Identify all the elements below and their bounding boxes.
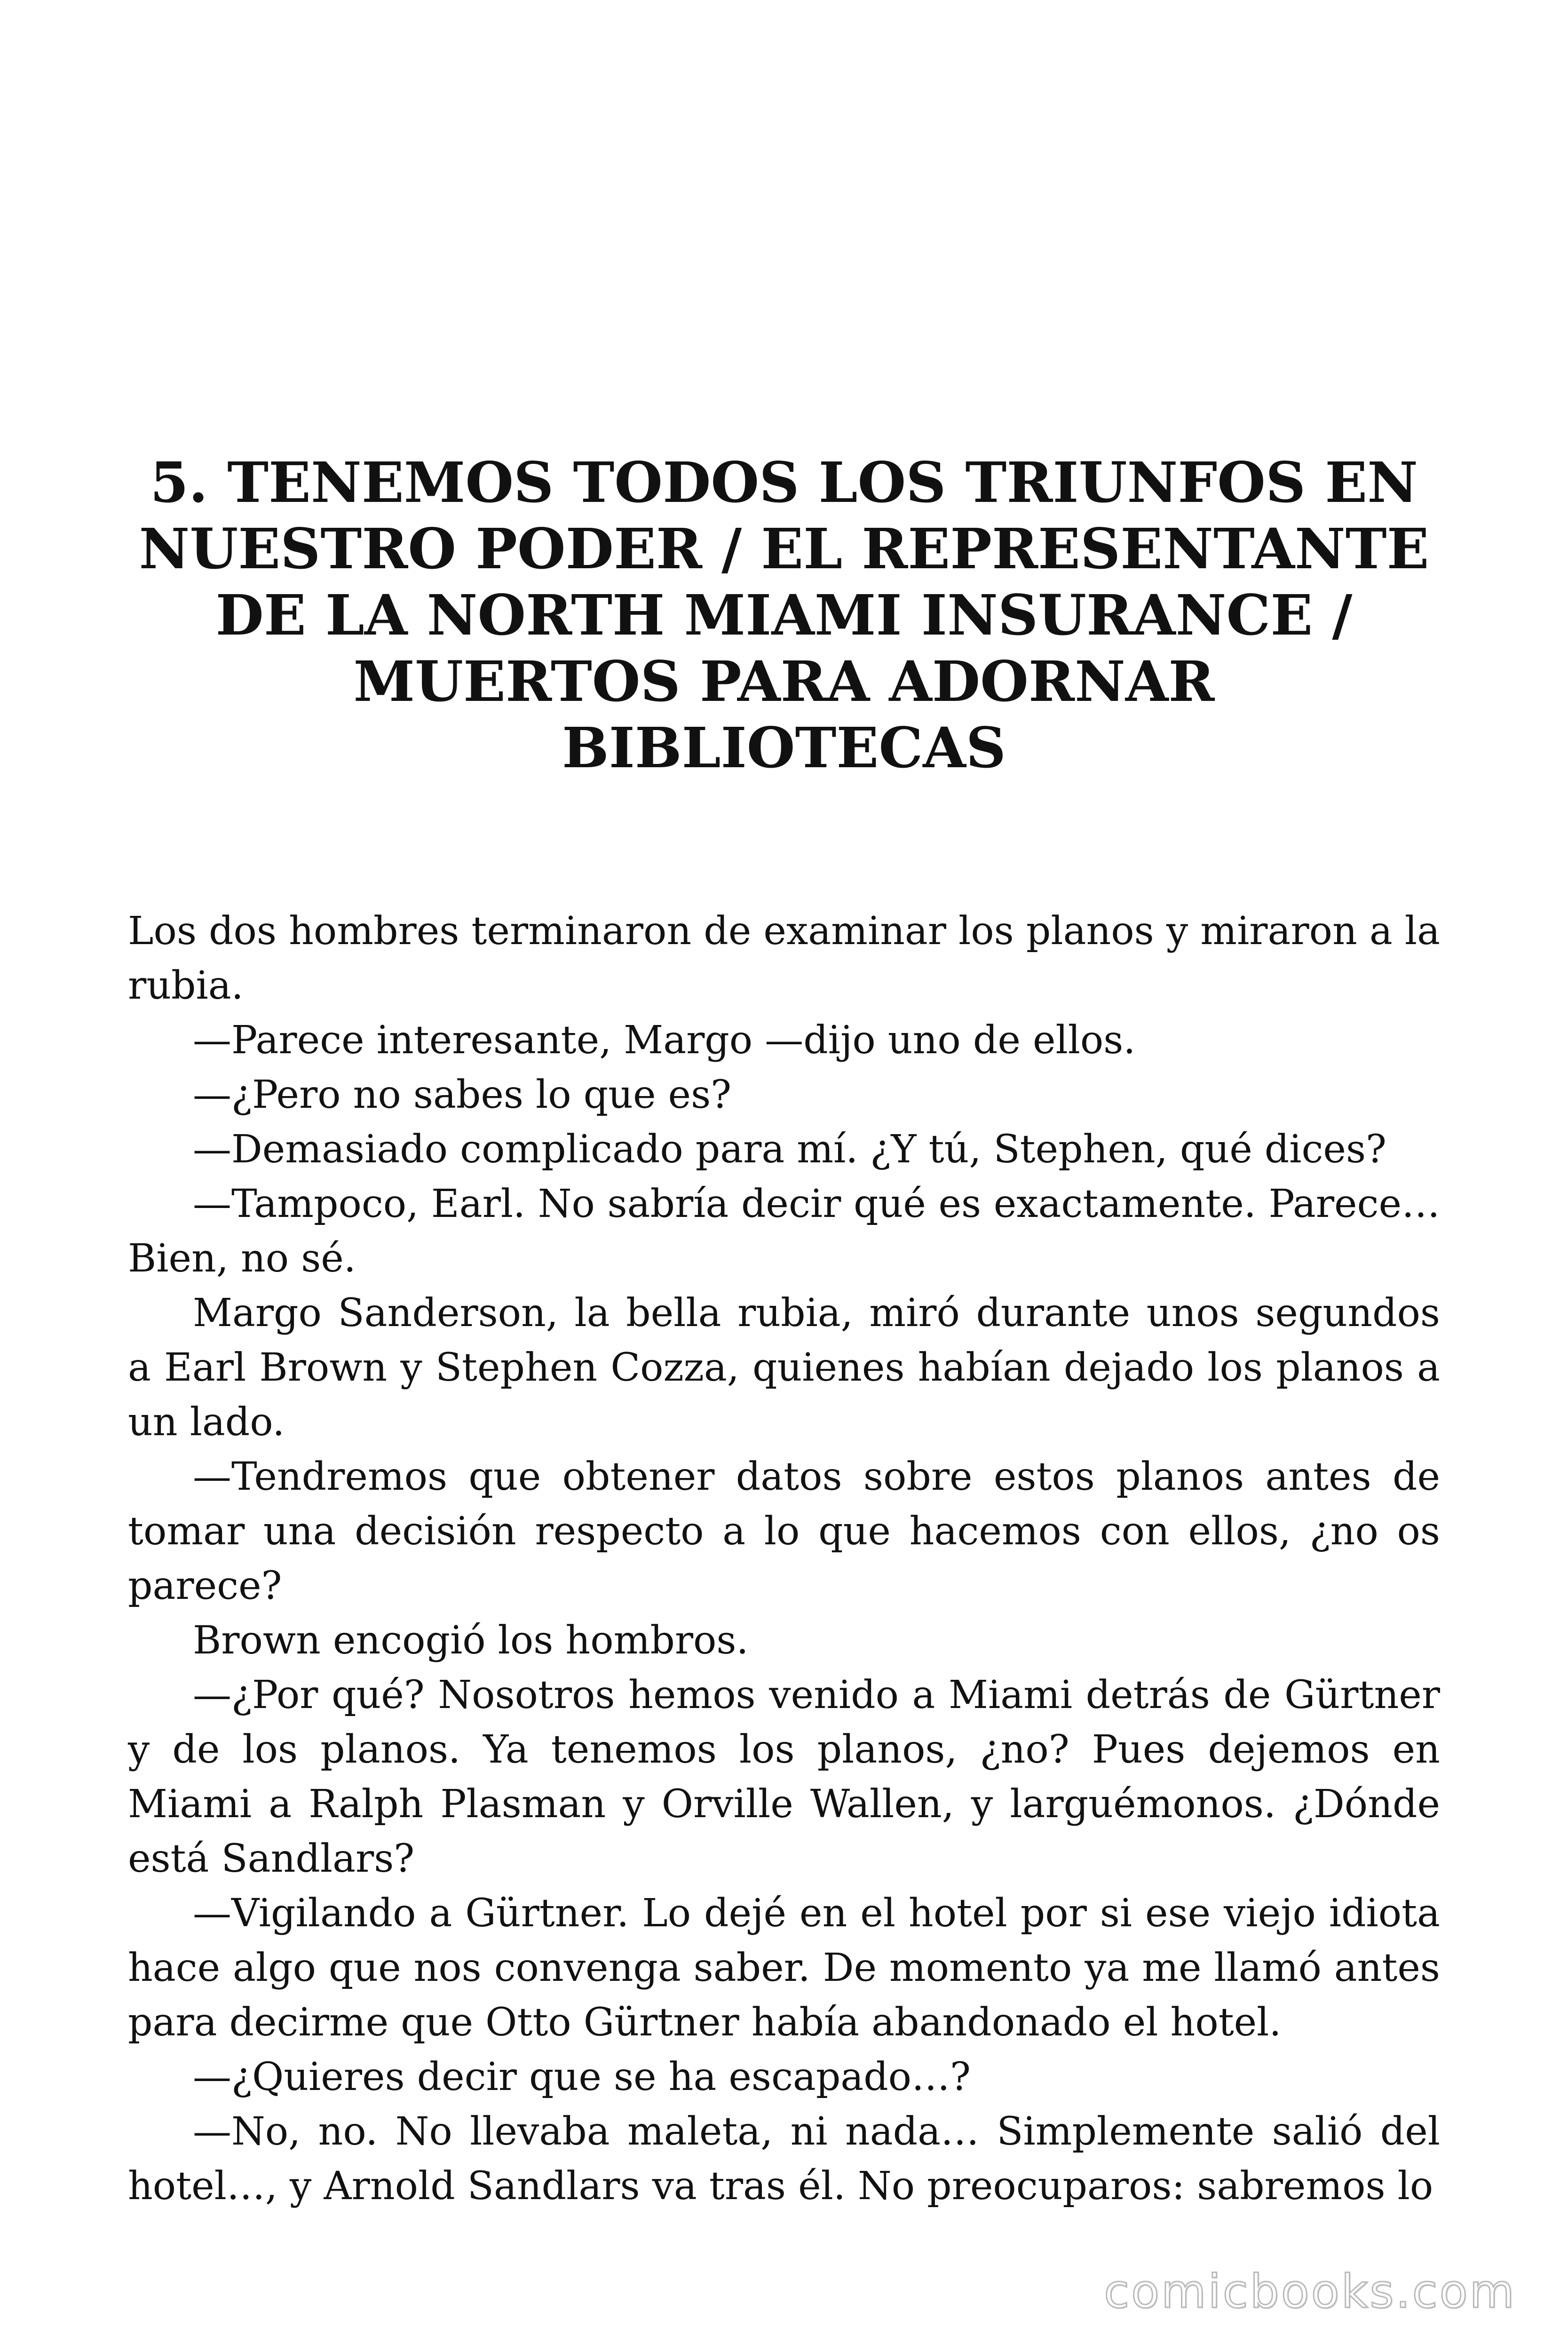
paragraph: —Demasiado complicado para mí. ¿Y tú, Stephen, qué dices? bbox=[193, 1127, 1386, 1172]
paragraph: —Vigilando a Gürtner. Lo dejé en el hotel por si ese viejo idiota hace algo que nos convenga saber. De momento ya me llamó antes para decirme que Otto Gürtner había abandonado el hotel. bbox=[128, 1891, 1440, 2045]
body-text bbox=[128, 904, 1440, 2214]
paragraph: Brown encogió los hombros. bbox=[193, 1618, 749, 1663]
chapter-title-line: 5. TENEMOS TODOS LOS TRIUNFOS EN bbox=[150, 450, 1418, 515]
paragraph: —Tampoco, Earl. No sabría decir qué es exactamente. Parece… Bien, no sé. bbox=[128, 1182, 1440, 1281]
paragraph: —¿Pero no sabes lo que es? bbox=[193, 1073, 732, 1117]
paragraph: —No, no. No llevaba maleta, ni nada… Simplemente salió del hotel…, y Arnold Sandlars va tras él. No preocuparos: sabremos lo bbox=[128, 2109, 1440, 2209]
paragraph: Los dos hombres terminaron de examinar los planos y miraron a la rubia. bbox=[128, 909, 1440, 1008]
paragraph: Margo Sanderson, la bella rubia, miró durante unos segundos a Earl Brown y Stephen Cozza, quienes habían dejado los planos a un lado. bbox=[128, 1291, 1440, 1445]
paragraph: —Parece interesante, Margo —dijo uno de ellos. bbox=[193, 1018, 1136, 1063]
chapter-title bbox=[132, 449, 1436, 781]
paragraph: —¿Por qué? Nosotros hemos venido a Miami detrás de Gürtner y de los planos. Ya tenemos los planos, ¿no? Pues dejemos en Miami a Ralph Plasman y Orville Wallen, y larguémonos. ¿Dónde está Sandlars? bbox=[128, 1673, 1440, 1881]
paragraph: —¿Quieres decir que se ha escapado…? bbox=[193, 2055, 971, 2099]
watermark: comicbooks.com bbox=[1104, 2265, 1516, 2319]
chapter-title-line: BIBLIOTECAS bbox=[562, 715, 1006, 780]
paragraph: —Tendremos que obtener datos sobre estos planos antes de tomar una decisión respecto a lo que hacemos con ellos, ¿no os parece? bbox=[128, 1454, 1440, 1608]
chapter-title-line: MUERTOS PARA ADORNAR bbox=[353, 649, 1215, 714]
chapter-title-line: NUESTRO PODER / EL REPRESENTANTE bbox=[139, 516, 1429, 581]
chapter-title-line: DE LA NORTH MIAMI INSURANCE / bbox=[215, 582, 1353, 648]
